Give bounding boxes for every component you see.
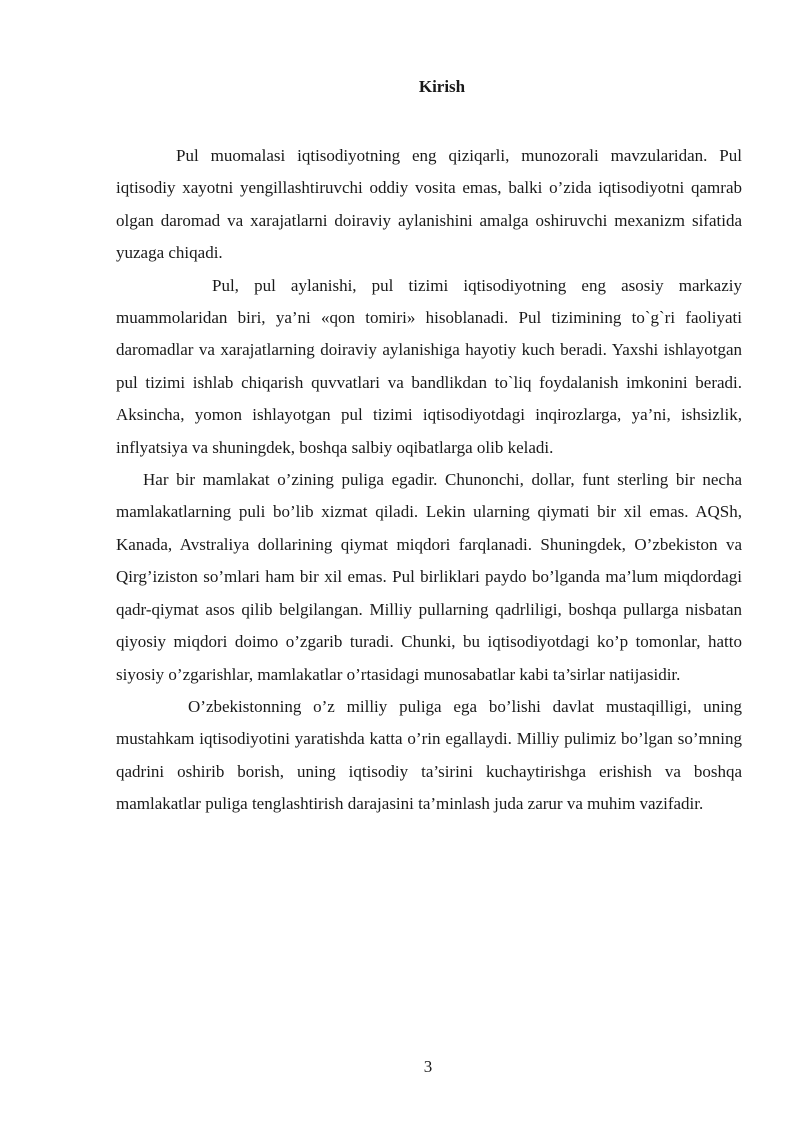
paragraph-2: Pul, pul aylanishi, pul tizimi iqtisodiyotning eng asosiy markaziy muammolaridan biri, ya’ni «qon tomiri» hisoblanadi. Pul tizimining to`g`ri faoliyati daromadlar va xarajatlarning doiraviy aylanishiga hayotiy kuch beradi. Yaxshi ishlayotgan pul tizimi ishlab chiqarish quvvatlari va bandlikdan to`liq foydalanish imkonini beradi. Aksincha, yomon ishlayotgan pul tizimi iqtisodiyotdagi inqirozlarga, ya’ni, ishsizlik, inflyatsiya va shuningdek, boshqa salbiy oqibatlarga olib keladi. bbox=[116, 275, 742, 457]
page-title: Kirish bbox=[418, 77, 466, 96]
paragraph-1: Pul muomalasi iqtisodiyotning eng qiziqarli, munozorali mavzularidan. Pul iqtisodiy xayotni yengillashtiruvchi oddiy vosita emas, balki o’zida iqtisodiyotni qamrab olgan daromad va xarajatlarni doiraviy aylanishini amalga oshiruvchi mexanizm sifatida yuzaga chiqadi. bbox=[116, 146, 742, 263]
paragraph-3: Har bir mamlakat o’zining puliga egadir. Chunonchi, dollar, funt sterling bir necha mamlakatlarning puli bo’lib xizmat qiladi. Lekin ularning qiymati bir xil emas. AQSh, Kanada, Avstraliya dollarining qiymat miqdori farqlanadi. Shuningdek, O’zbekiston va Qirg’iziston so’mlari ham bir xil emas. Pul birliklari paydo bo’lganda ma’lum miqdordagi qadr-qiymat asos qilib belgilangan. Milliy pullarning qadrliligi, boshqa pullarga nisbatan qiyosiy miqdori doimo o’zgarib turadi. Chunki, bu iqtisodiyotdagi ko’p tomonlar, hatto siyosiy o’zgarishlar, mamlakatlar o’rtasidagi munosabatlar kabi ta’sirlar natijasidir. bbox=[116, 470, 742, 684]
document-body bbox=[116, 140, 742, 821]
page-number: 3 bbox=[423, 1057, 433, 1076]
paragraph-4: O’zbekistonning o’z milliy puliga ega bo’lishi davlat mustaqilligi, uning mustahkam iqtisodiyotini yaratishda katta o’rin egallaydi. Milliy pulimiz bo’lgan so’mning qadrini oshirib borish, uning iqtisodiy ta’sirini kuchaytirishga erishish va boshqa mamlakatlar puliga tenglashtirish darajasini ta’minlash juda zarur va muhim vazifadir. bbox=[116, 696, 742, 814]
